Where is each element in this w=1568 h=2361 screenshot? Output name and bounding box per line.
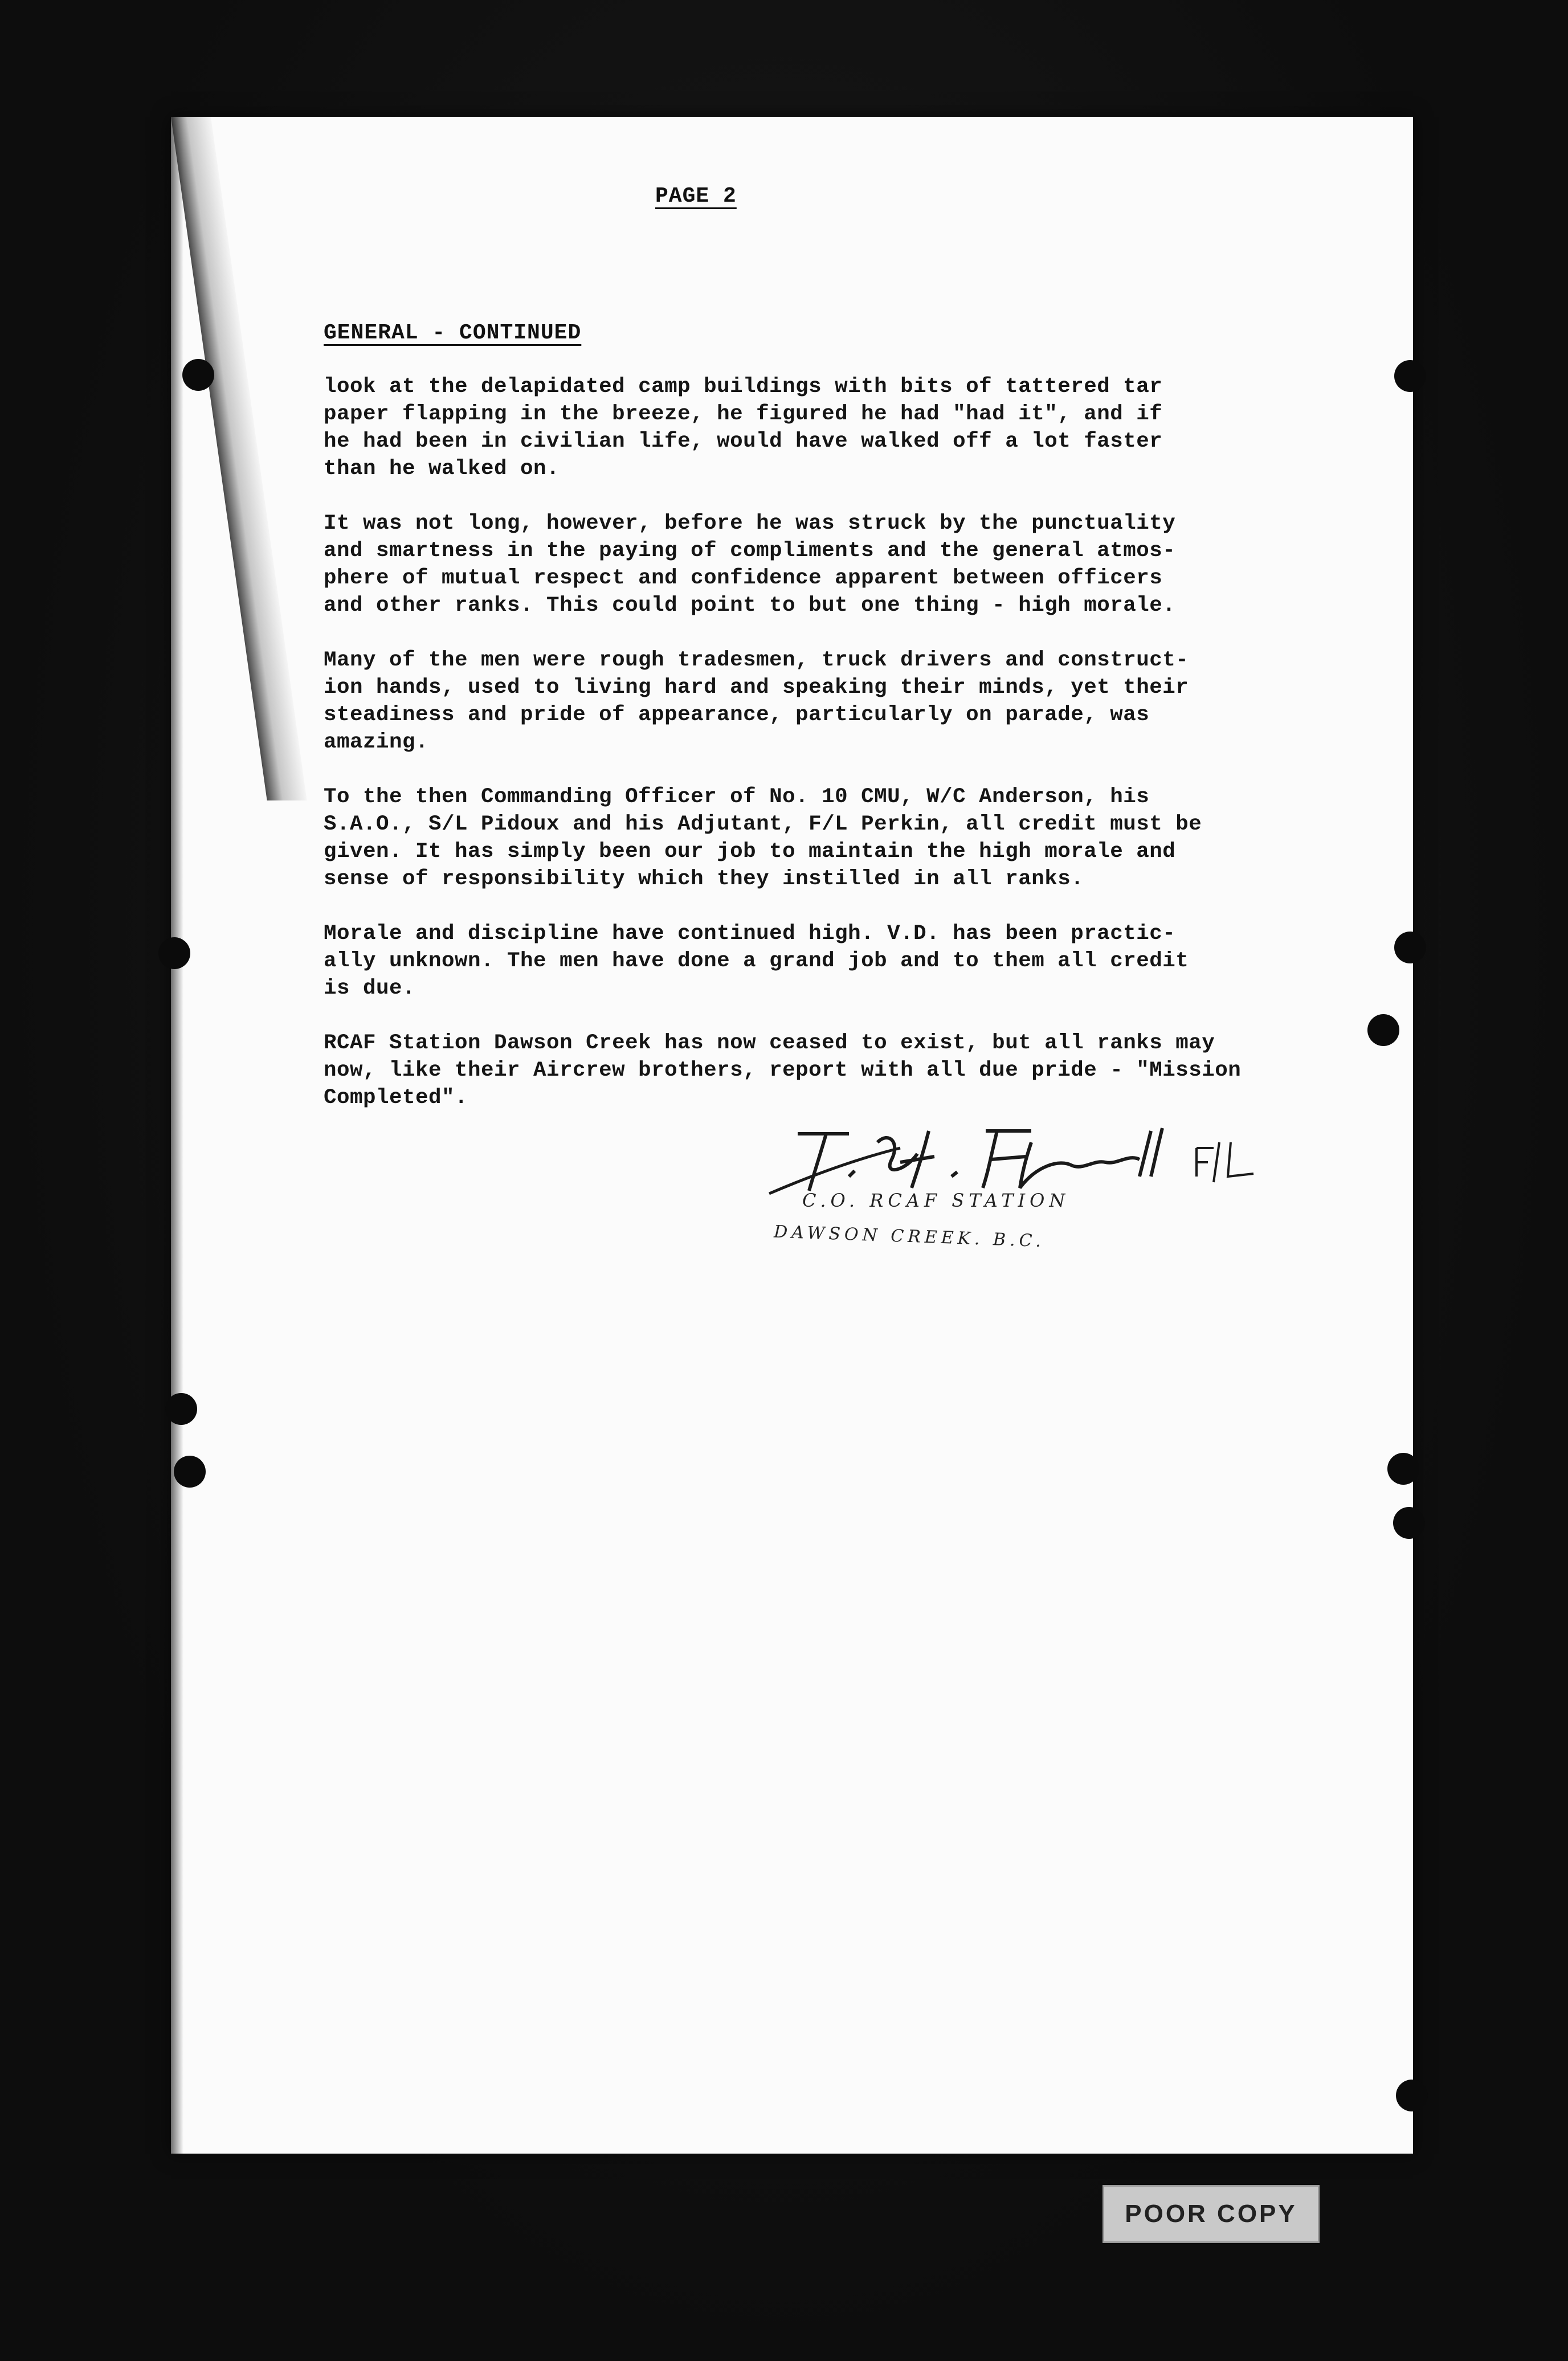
punch-hole-left-3 <box>165 1393 197 1425</box>
punch-hole-right-6 <box>1396 2080 1428 2111</box>
paragraph-6: RCAF Station Dawson Creek has now ceased to exist, but all ranks may now, like their Aircrew brothers, report with all due pride - "Mission Completed". <box>324 1031 1242 1110</box>
signature-title: C.O. RCAF STATION <box>802 1190 1070 1211</box>
section-heading: GENERAL - CONTINUED <box>324 321 582 345</box>
signature-location: DAWSON CREEK. B.C. <box>773 1222 1046 1252</box>
handwritten-signature <box>763 1108 1276 1199</box>
paragraph-4: To the then Commanding Officer of No. 10 CMU, W/C Anderson, his S.A.O., S/L Pidoux and his Adjutant, F/L Perkin, all credit must be given. It has simply been our job to maintain the high morale and sense of responsibility which they instilled in all ranks. <box>324 785 1202 891</box>
punch-hole-right-2 <box>1394 932 1426 963</box>
paragraph-1: look at the delapidated camp buildings with bits of tattered tar paper flapping in the breeze, he figured he had "had it", and if he had been in civilian life, would have walked off a lot faster than he walked on. <box>324 375 1163 481</box>
poor-copy-stamp: POOR COPY <box>1102 2185 1320 2243</box>
punch-hole-left-1 <box>182 359 214 391</box>
punch-hole-left-2 <box>158 937 190 969</box>
punch-hole-right-3 <box>1367 1014 1399 1046</box>
punch-hole-right-4 <box>1387 1453 1419 1485</box>
paragraph-5: Morale and discipline have continued high. V.D. has been practic- ally unknown. The men have done a grand job and to them all credit is due. <box>324 922 1189 1000</box>
paragraph-3: Many of the men were rough tradesmen, truck drivers and construct- ion hands, used to living hard and speaking their minds, yet their steadiness and pride of appearance, particularly on parade, was amazing. <box>324 648 1189 754</box>
page-label: PAGE 2 <box>655 184 737 209</box>
body-text <box>324 373 1292 1139</box>
document-page <box>171 117 1413 2154</box>
page-fold-shadow <box>171 117 307 800</box>
punch-hole-left-4 <box>174 1456 206 1488</box>
punch-hole-right-1 <box>1394 360 1426 392</box>
paragraph-2: It was not long, however, before he was struck by the punctuality and smartness in the paying of compliments and the general atmos- phere of mutual respect and confidence apparent between officers and other ranks. This could point to but one thing - high morale. <box>324 512 1176 618</box>
punch-hole-right-5 <box>1393 1507 1425 1539</box>
page-edge-shadow <box>171 117 183 2154</box>
